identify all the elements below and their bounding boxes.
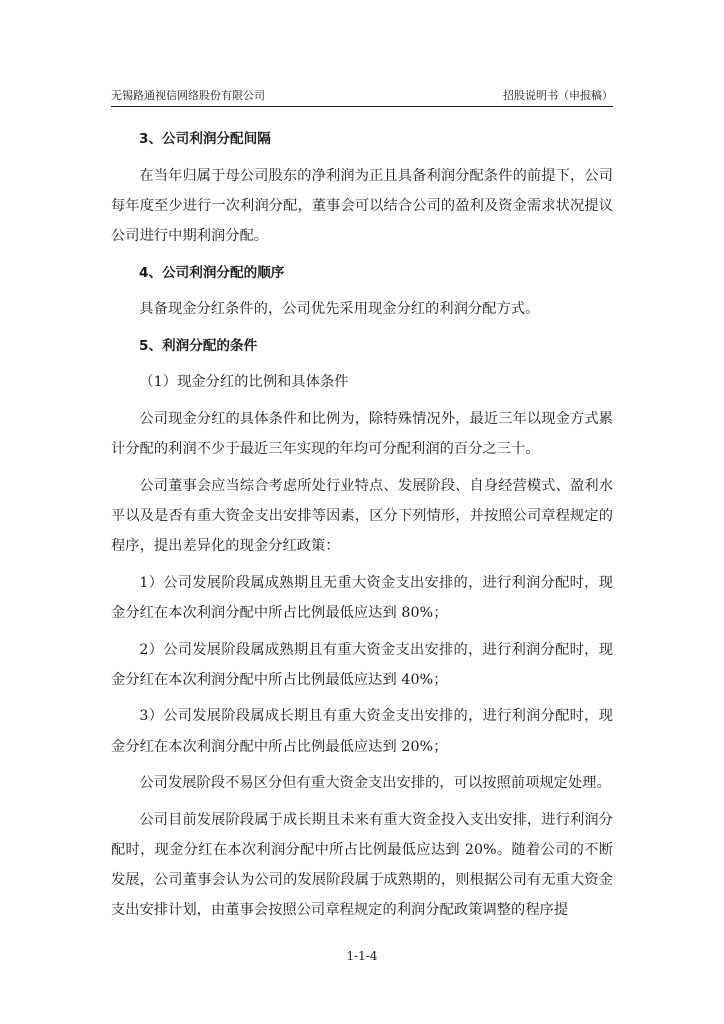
list-item: 2）公司发展阶段属成熟期且有重大资金支出安排的，进行利润分配时，现金分红在本次利润分配中所占比例最低应达到 40%； [111,641,613,688]
header-document-title: 招股说明书（申报稿） [503,89,613,102]
subsection-label: （1）现金分红的比例和具体条件 [139,374,349,391]
document-body [111,124,613,932]
paragraph: 公司董事会应当综合考虑所处行业特点、发展阶段、自身经营模式、盈利水平以及是否有重大资金支出安排等因素，区分下列情形，并按照公司章程规定的程序，提出差异化的现金分红政策： [111,477,613,555]
paragraph: 公司目前发展阶段属于成长期且未来有重大资金投入支出安排，进行利润分配时，现金分红在本次利润分配中所占比例最低应达到 20%。随着公司的不断发展，公司董事会认为公司的发展阶段属于成熟期的，则根据公司有无重大资金支出安排计划，由董事会按照公司章程规定的利润分配政策调整的程序提 [111,811,613,919]
paragraph: 公司发展阶段不易区分但有重大资金支出安排的，可以按照前项规定处理。 [139,775,611,792]
paragraph: 在当年归属于母公司股东的净利润为正且具备利润分配条件的前提下，公司每年度至少进行一次利润分配，董事会可以结合公司的盈利及资金需求状况提议公司进行中期利润分配。 [111,167,613,244]
paragraph: 具备现金分红条件的，公司优先采用现金分红的利润分配方式。 [139,301,540,318]
list-item: 1）公司发展阶段属成熟期且无重大资金支出安排的，进行利润分配时，现金分红在本次利润分配中所占比例最低应达到 80%； [111,574,613,621]
header-company-name: 无锡路通视信网络股份有限公司 [111,89,265,102]
section-heading: 5、利润分配的条件 [139,337,258,354]
page-number: 1-1-4 [346,949,378,963]
paragraph: 公司现金分红的具体条件和比例为，除特殊情况外，最近三年以现金方式累计分配的利润不少于最近三年实现的年均可分配利润的百分之三十。 [111,410,613,458]
section-heading: 3、公司利润分配间隔 [139,131,271,147]
section-heading: 4、公司利润分配的顺序 [139,264,285,281]
header-divider [111,106,613,107]
list-item: 3）公司发展阶段属成长期且有重大资金支出安排的，进行利润分配时，现金分红在本次利润分配中所占比例最低应达到 20%； [111,708,613,755]
page-header [111,88,613,104]
